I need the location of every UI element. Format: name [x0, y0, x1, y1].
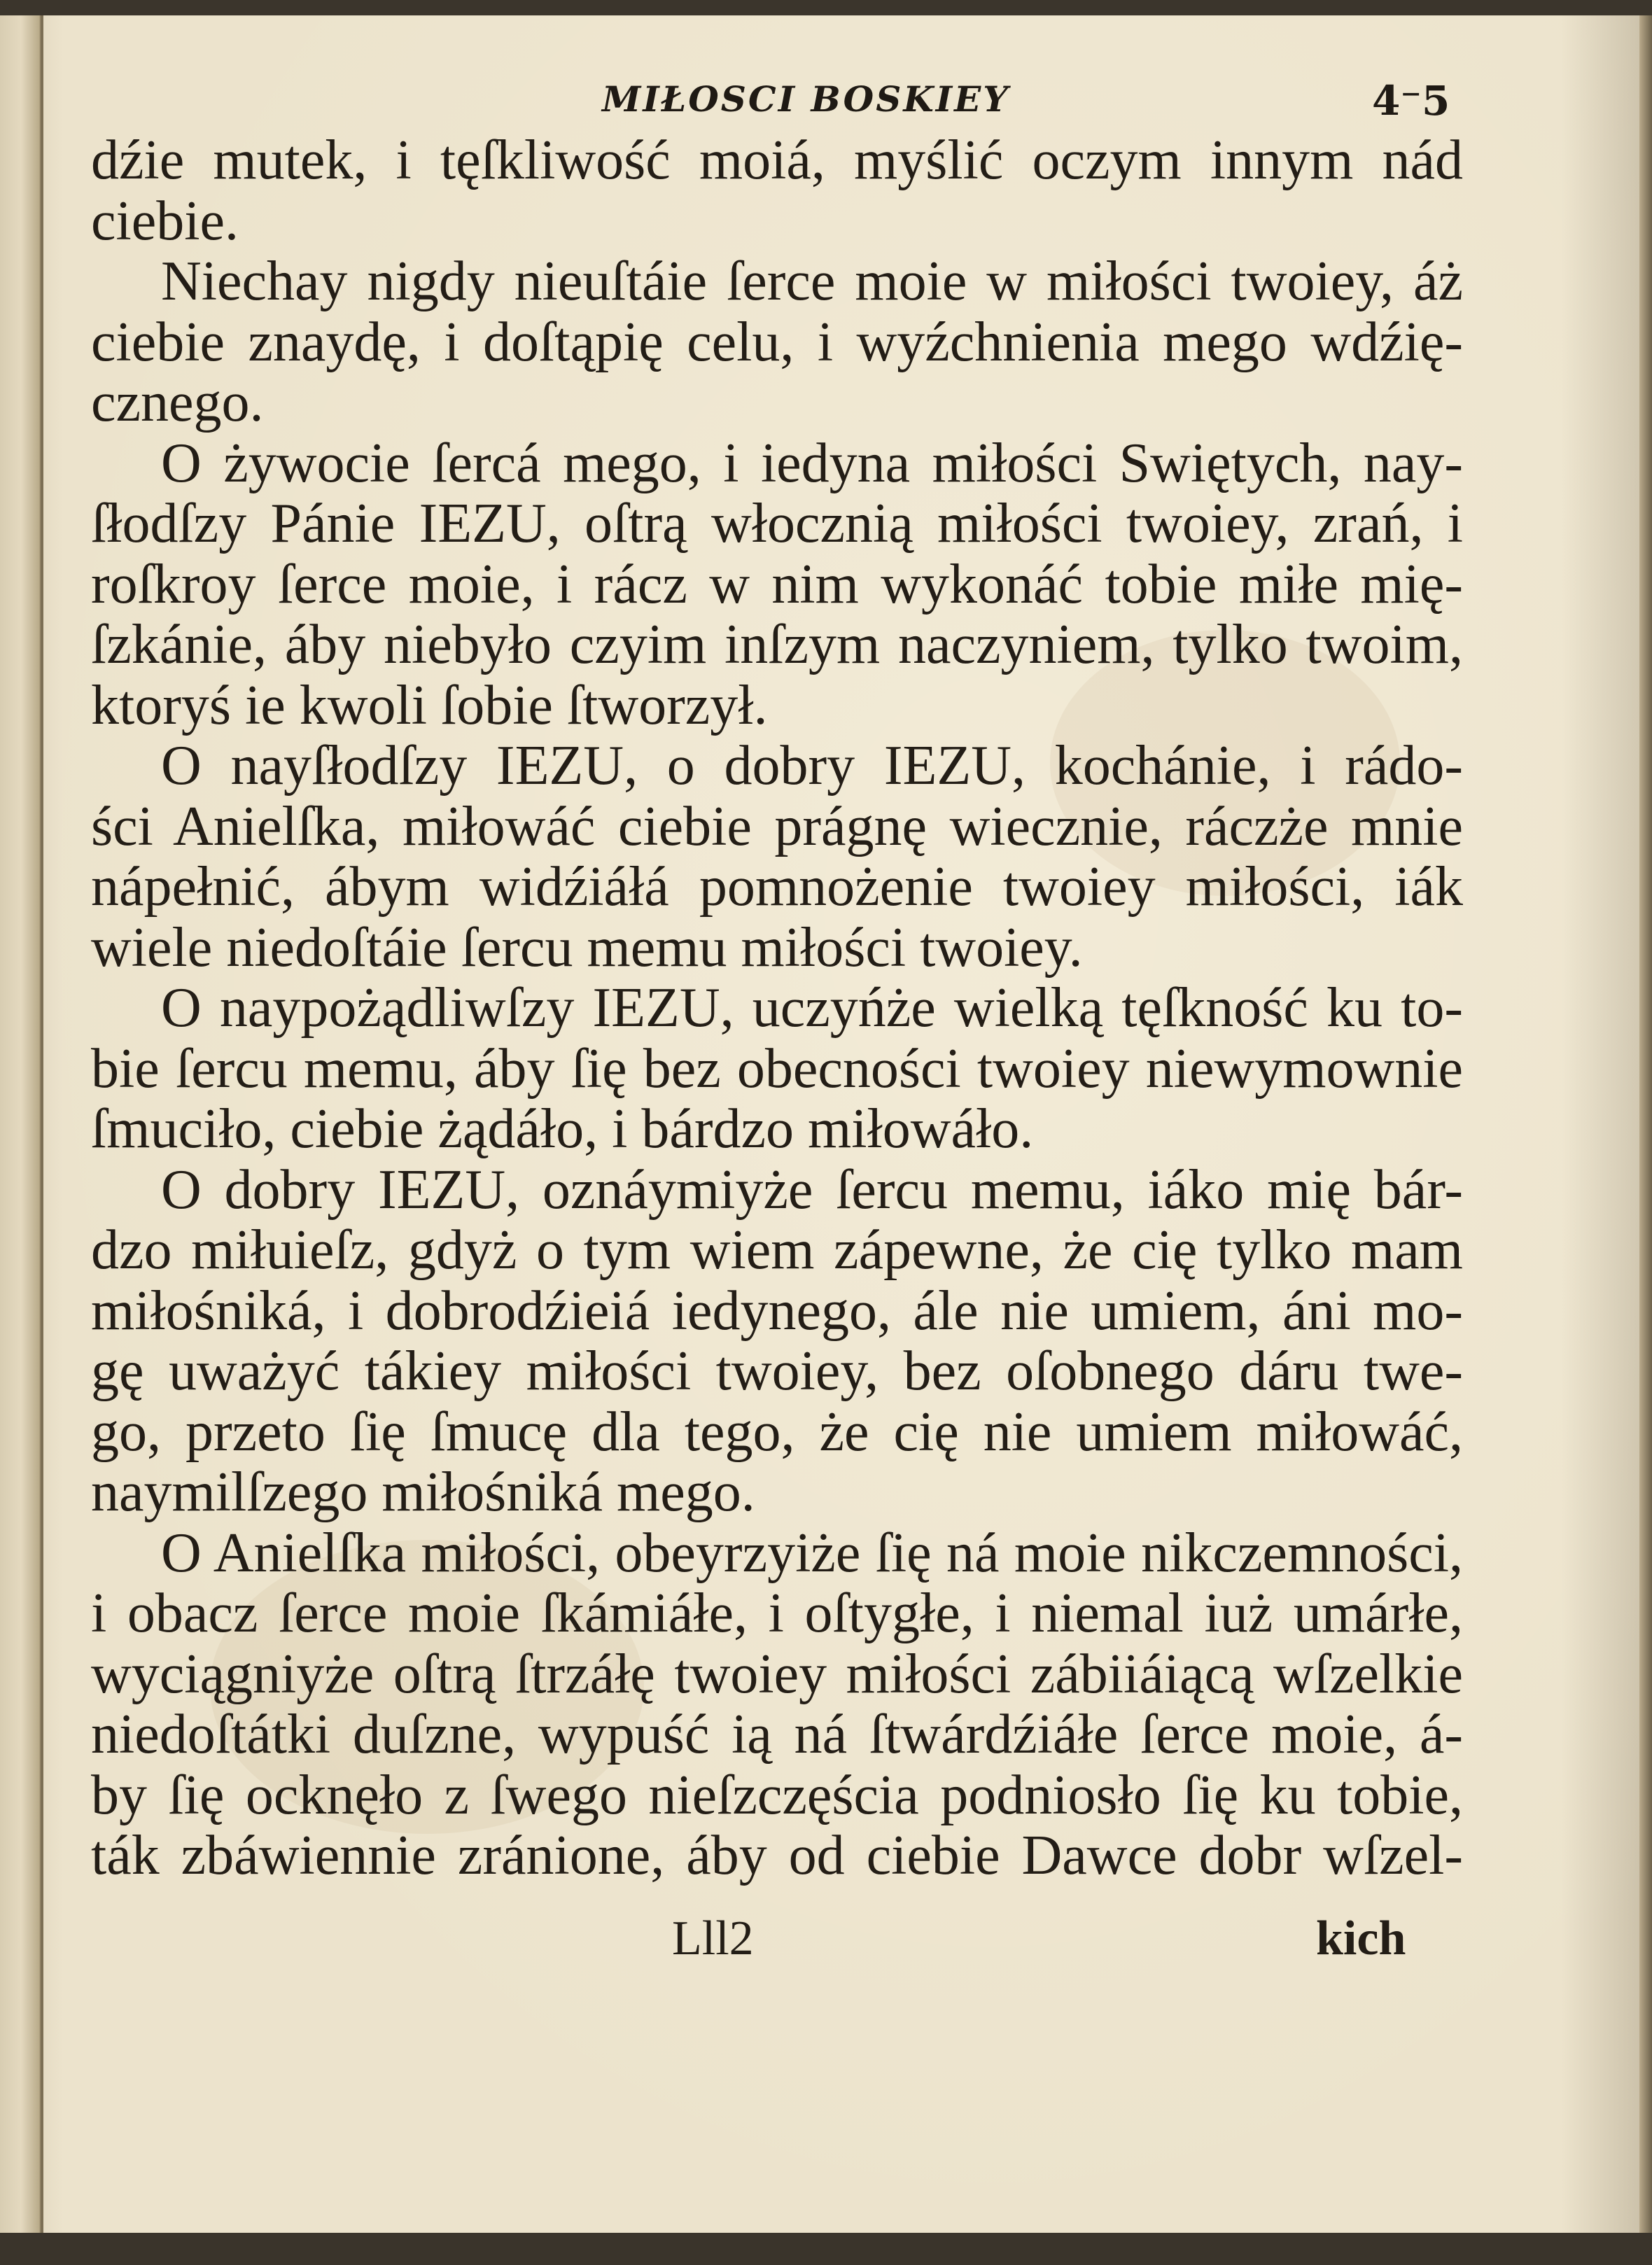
signature-mark: Lll2: [672, 1912, 754, 1965]
binding-gutter: [0, 15, 41, 2265]
text-line: wiele niedoſtáie ſercu memu miłości twoiey.: [91, 916, 1083, 979]
running-head: MIŁOSCI BOSKIEY: [602, 78, 1010, 120]
scan-bottom-border: [0, 2233, 1652, 2265]
text-line: ści Anielſka, miłowáć ciebie prágnę wiecznie, ráczże mnie: [91, 795, 1463, 857]
text-line: O dobry IEZU, oznáymiyże ſercu memu, iáko mię bár-: [161, 1158, 1463, 1221]
text-line: i obacz ſerce moie ſkámiáłe, i oſtygłe, i niemal iuż umárłe,: [91, 1583, 1463, 1644]
scan-top-border: [0, 0, 1652, 15]
text-line: ſmuciło, ciebie żądáło, i bárdzo miłowáło.: [91, 1098, 1034, 1160]
text-line: by ſię ocknęło z ſwego nieſzczęścia podniosło ſię ku tobie,: [91, 1764, 1463, 1826]
text-line: go, przeto ſię ſmucę dla tego, że cię nie umiem miłowáć,: [91, 1401, 1463, 1463]
text-line: naymilſzego miłośniká mego.: [91, 1461, 755, 1523]
text-line: ták zbáwiennie zránione, áby od ciebie Dawce dobr wſzel-: [91, 1825, 1463, 1886]
text-line: Niechay nigdy nieuſtáie ſerce moie w miłości twoiey, áż: [161, 251, 1463, 312]
body-text: [91, 130, 1463, 1964]
page-edge-line: [41, 15, 43, 2265]
text-line: ciebie.: [91, 190, 239, 252]
text-line: dźie mutek, i tęſkliwość moiá, myślić oczym innym nád: [91, 129, 1463, 191]
text-line: miłośniká, i dobrodźieiá iedynego, ále nie umiem, áni mo-: [91, 1279, 1463, 1342]
text-line: dzo miłuieſz, gdyż o tym wiem zápewne, że cię tylko mam: [91, 1219, 1463, 1281]
page-number: 4⁻5: [1372, 77, 1450, 125]
right-page-edge: [1639, 15, 1652, 2265]
text-line: O żywocie ſercá mego, i iedyna miłości Swiętych, nay-: [161, 432, 1463, 494]
text-line: ktoryś ie kwoli ſobie ſtworzył.: [91, 674, 768, 736]
text-line: O nayſłodſzy IEZU, o dobry IEZU, kochánie, i rádo-: [161, 735, 1463, 797]
text-line: O Anielſka miłości, obeyrzyiże ſię ná moie nikczemności,: [161, 1522, 1463, 1584]
text-line: O naypożądliwſzy IEZU, uczyńże wielką tęſkność ku to-: [161, 977, 1463, 1039]
text-line: roſkroy ſerce moie, i rácz w nim wykonáć tobie miłe mię-: [91, 553, 1463, 615]
catchword: kich: [1316, 1912, 1406, 1965]
text-line: ſzkánie, áby niebyło czyim inſzym naczyniem, tylko twoim,: [91, 614, 1463, 675]
text-line: gę uważyć tákiey miłości twoiey, bez oſobnego dáru twe-: [91, 1340, 1463, 1402]
text-line: niedoſtátki duſzne, wypuść ią ná ſtwárdźiáłe ſerce moie, á-: [91, 1704, 1463, 1765]
text-line: bie ſercu memu, áby ſię bez obecności twoiey niewymownie: [91, 1037, 1463, 1100]
text-line: ſłodſzy Pánie IEZU, oſtrą włocznią miłości twoiey, zrań, i: [91, 493, 1463, 554]
text-line: ciebie znaydę, i doſtąpię celu, i wyźchnienia mego wdźię-: [91, 311, 1463, 373]
text-line: wyciągniyże oſtrą ſtrzáłę twoiey miłości zábiiáiącą wſzelkie: [91, 1643, 1463, 1705]
text-line: nápełnić, ábym widźiáłá pomnożenie twoiey miłości, iák: [91, 856, 1463, 918]
text-line: cznego.: [91, 372, 264, 433]
